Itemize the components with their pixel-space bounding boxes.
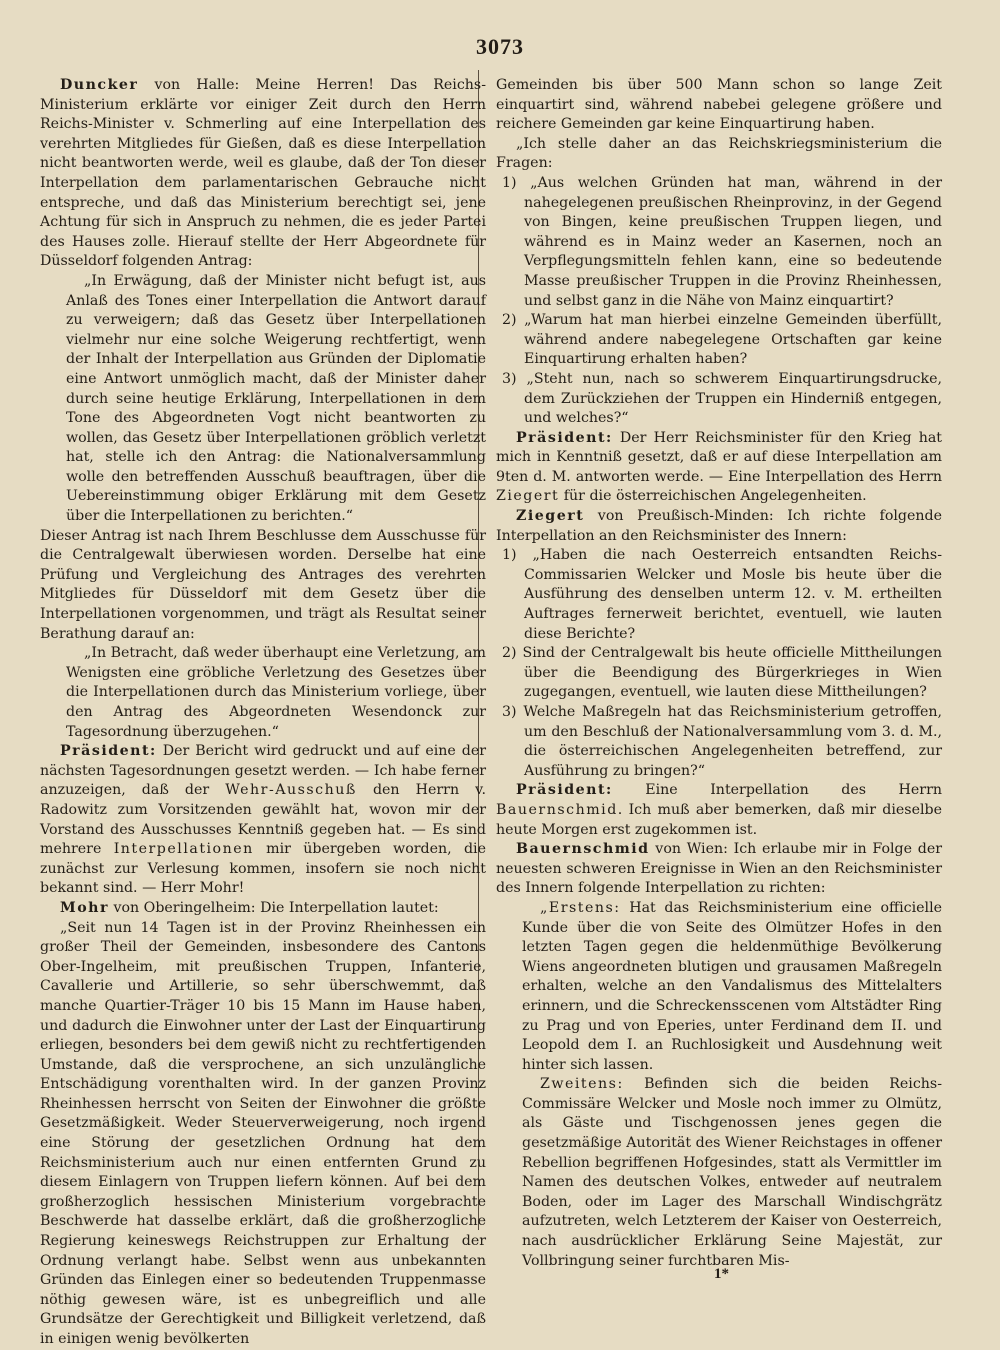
speaker-name: Mohr (60, 899, 109, 916)
enumeration-label: „Erstens: (540, 899, 621, 916)
paragraph-praesident (496, 429, 942, 507)
question-item: 3) „Steht nun, nach so schwerem Einquartirungsdrucke, dem Zurückziehen der Truppen ein Hinderniß entgegen, und welches?“ (502, 370, 942, 427)
paragraph-text: . Ich muß aber bemerken, daß mir dieselbe heute Morgen erst zugekommen ist. (496, 801, 942, 838)
speaker-name: Präsident: (516, 782, 613, 799)
paragraph-text: von Oberingelheim: Die Interpellation lautet: (108, 899, 439, 916)
spaced-term: Interpellationen (113, 841, 254, 858)
speaker-name: Präsident: (60, 743, 157, 760)
paragraph-text: Befinden sich die beiden Reichs-Commissäre Welcker und Mosle noch immer zu Olmütz, als Gäste und Tischgenossen jenes gegen die gesetzmäßige Autorität des Wiener Reichstages in offener Rebellion begriffenen Hofgesindes, statt als Vermittler im Namen des deutschen Volkes, entweder auf neutralem Boden, oder im Lager des Marschall Windischgrätz aufzutreten, welch Letzterem der Kaiser von Oesterreich, nach ausdrücklicher Erklärung Seine Majestät, zur Vollbringung seiner furchtbaren Mis- (522, 1076, 942, 1269)
paragraph-text: von Halle: Meine Herren! Das Reichs-Ministerium erklärte vor einiger Zeit durch den Herrn Reichs-Minister v. Schmerling auf eine Interpellation des verehrten Mitgliedes für Gießen, daß es diese Interpellation nicht beantworten werde, weil es glaube, daß der Ton dieser Interpellation dem parlamentarischen Gebrauche nicht entspreche, und daß das Ministerium berechtigt sei, jene Achtung für sich in Anspruch zu nehmen, die es jeder Partei des Hauses zolle. Hierauf stellte der Herr Abgeordnete für Düsseldorf folgenden Antrag: (40, 77, 486, 270)
speaker-name: Bauernschmid (516, 841, 650, 858)
quote-erstens (522, 899, 942, 1075)
paragraph-text: Eine Interpellation des Herrn (612, 782, 942, 799)
quote-antrag: „In Erwägung, daß der Minister nicht befugt ist, aus Anlaß des Tones einer Interpellation die Antwort darauf zu verweigern; daß das Gesetz über Interpellationen vielmehr nur eine solche Weigerung rechtfertigt, wenn der Inhalt der Interpellation aus Gründen der Diplomatie eine Antwort unmöglich macht, daß der Minister daher durch seine heutige Erklärung, Interpellationen in dem Tone des Abgeordneten Vogt nicht beantworten zu wollen, das Gesetz über Interpellationen gröblich verletzt hat, stelle ich den Antrag: die Nationalversammlung wolle den betreffenden Ausschuß beauftragen, über die Uebereinstimmung obiger Erklärung mit dem Gesetz über die Interpellationen zu berichten.“ (66, 272, 486, 525)
paragraph-text: Dieser Antrag ist nach Ihrem Beschlusse dem Ausschusse für die Centralgewalt überwiesen worden. Derselbe hat eine Prüfung und Vergleichung des Antrages des verehrten Mitgliedes für Düsseldorf mit dem Gesetz über die Interpellationen vorgenommen, und trägt als Resultat seiner Berathung darauf an: (40, 527, 486, 642)
paragraph-text: „Ich stelle daher an das Reichskriegsministerium die Fragen: (496, 135, 942, 172)
paragraph-ziegert (496, 507, 942, 546)
quote-zweitens (522, 1075, 942, 1271)
spaced-term: Wehr-Ausschuß (225, 782, 357, 799)
question-item: 2) „Warum hat man hierbei einzelne Gemeinden überfüllt, während andere nabegelegene Ortschaften gar keine Einquartirung erhalten haben? (502, 312, 942, 368)
spaced-term: Ziegert (496, 488, 560, 505)
paragraph-text: Hat das Reichsministerium eine officielle Kunde über die von Seite des Olmützer Hofes in den letzten Tagen gegen die heldenmüthige Bevölkerung Wiens angeordneten blutigen und grausamen Maßregeln erhalten, welche an den Vandalismus des Mittelalters erinnern, und die Schreckensscenen vom Altstädter Ring zu Prag und von Eperies, unter Ferdinand dem II. und Leopold dem I. an Ruchlosigkeit und Ausdehnung weit hinter sich lassen. (522, 899, 942, 1073)
question-item: 3) Welche Maßregeln hat das Reichsministerium getroffen, um den Beschluß der Nationalversammlung vom 3. d. M., die österreichischen Angelegenheiten betreffend, zur Ausführung zu bringen?“ (502, 704, 942, 779)
spaced-term: Bauernschmid (496, 801, 618, 818)
paragraph-praesident (40, 742, 486, 899)
paragraph-text: mir übergeben worden, die zunächst zur Verlesung kommen, insofern sie noch nicht bekannt sind. — Herr Mohr! (40, 841, 486, 897)
question-item: 1) „Haben die nach Oesterreich entsandten Reichs-Commissarien Welcker und Mosle bis heute über die Ausführung des denselben unterm 12. v. M. ertheilten Auftrages fernerweit berichtet, eventuell, wie lauten diese Berichte? (502, 547, 942, 642)
left-column (40, 76, 486, 1350)
paragraph-text: den Herrn v. Radowitz zum Vorsitzenden gewählt hat, wovon mir der Vorstand des Ausschusses Kenntniß gegeben hat. — Es sind mehrere (40, 782, 486, 858)
speaker-name: Duncker (60, 77, 139, 93)
paragraph-mohr (40, 899, 486, 919)
paragraph-text: Gemeinden bis über 500 Mann schon so lange Zeit einquartirt sind, während nabebei gelegene größere und reichere Gemeinden gar keine Einquartirung haben. (496, 77, 942, 133)
enumeration-label: Zweitens: (540, 1076, 624, 1093)
signature-mark: 1* (714, 1266, 729, 1282)
speaker-name: Präsident: (516, 429, 613, 446)
quote-resolution: „In Betracht, daß weder überhaupt eine Verletzung, am Wenigsten eine gröbliche Verletzung des Gesetzes über die Interpellationen durch das Ministerium vorliege, über den Antrag des Abgeordneten Wesendonck zur Tagesordnung überzugehen.“ (66, 645, 486, 740)
question-item: 1) „Aus welchen Gründen hat man, während in der nahegelegenen preußischen Rheinprovinz, in der Gegend von Bingen, keine preußischen Truppen liegen, und während es in Mainz weder an Kasernen, noch an Verpflegungsmitteln fehlen kann, eine so bedeutende Masse preußischer Truppen in die Provinz Rheinhessen, und selbst ganz in die Nähe von Mainz einquartirt? (502, 174, 942, 309)
paragraph-text: Der Herr Reichsminister für den Krieg hat mich in Kenntniß gesetzt, daß er auf diese Interpellation am 9ten d. M. antworten werde. — Eine Interpellation des Herrn (496, 429, 942, 485)
paragraph-text: Der Bericht wird gedruckt und auf eine der nächsten Tagesordnungen gesetzt werden. — Ich habe ferner anzuzeigen, daß der (40, 743, 486, 799)
paragraph-praesident (496, 781, 942, 840)
paragraph-bauernschmid (496, 840, 942, 899)
page-number: 3073 (476, 34, 524, 59)
quote-interpellation: „Seit nun 14 Tagen ist in der Provinz Rheinhessen ein großer Theil der Gemeinden, insbesondere des Cantons Ober-Ingelheim, mit preußischen Truppen, Infanterie, Cavallerie und Artillerie, so sehr überschwemmt, daß manche Quartier-Träger 10 bis 15 Mann im Hause haben, und dadurch die Einwohner unter der Last der Einquartirung erliegen, besonders bei dem gewiß nicht zu rechtfertigenden Umstande, daß die versprochene, an sich unzulängliche Entschädigung vorenthalten wird. In der ganzen Provinz Rheinhessen herrscht von Seiten der Einwohner die größte Gesetzmäßigkeit. Weder Steuerverweigerung, noch irgend eine Störung der gesetzlichen Ordnung hat dem Reichsministerium auch nur einen entfernten Grund zu diesem Einlagern von Truppen liefern können. Auf bei dem großherzoglich hessischen Ministerium vorgebrachte Beschwerde hat dasselbe erklärt, daß die großherzogliche Regierung keineswegs Reichstruppen zur Erhaltung der Ordnung verlangt habe. Selbst wenn aus unbekannten Gründen das Einlegen einer so bedeutenden Truppenmasse nöthig gewesen wäre, ist es unbegreiflich und alle Grundsätze der Gerechtigkeit und Billigkeit verletzend, daß in einigen wenig bevölkerten (40, 919, 486, 1347)
paragraph-text: von Wien: Ich erlaube mir in Folge der neuesten schweren Ereignisse in Wien an den Reichsminister des Innern folgende Interpellation zu richten: (496, 841, 942, 897)
speaker-name: Ziegert (516, 508, 585, 525)
paragraph-text: für die österreichischen Angelegenheiten. (559, 488, 867, 505)
right-column (496, 76, 942, 1271)
paragraph-text: von Preußisch-Minden: Ich richte folgende Interpellation an den Reichsminister des Innern: (496, 508, 942, 544)
paragraph-duncker (40, 76, 486, 272)
question-item: 2) Sind der Centralgewalt bis heute officielle Mittheilungen über die Beendigung des Bürgerkrieges in Wien zugegangen, eventuell, wie lauten diese Mittheilungen? (502, 645, 942, 701)
